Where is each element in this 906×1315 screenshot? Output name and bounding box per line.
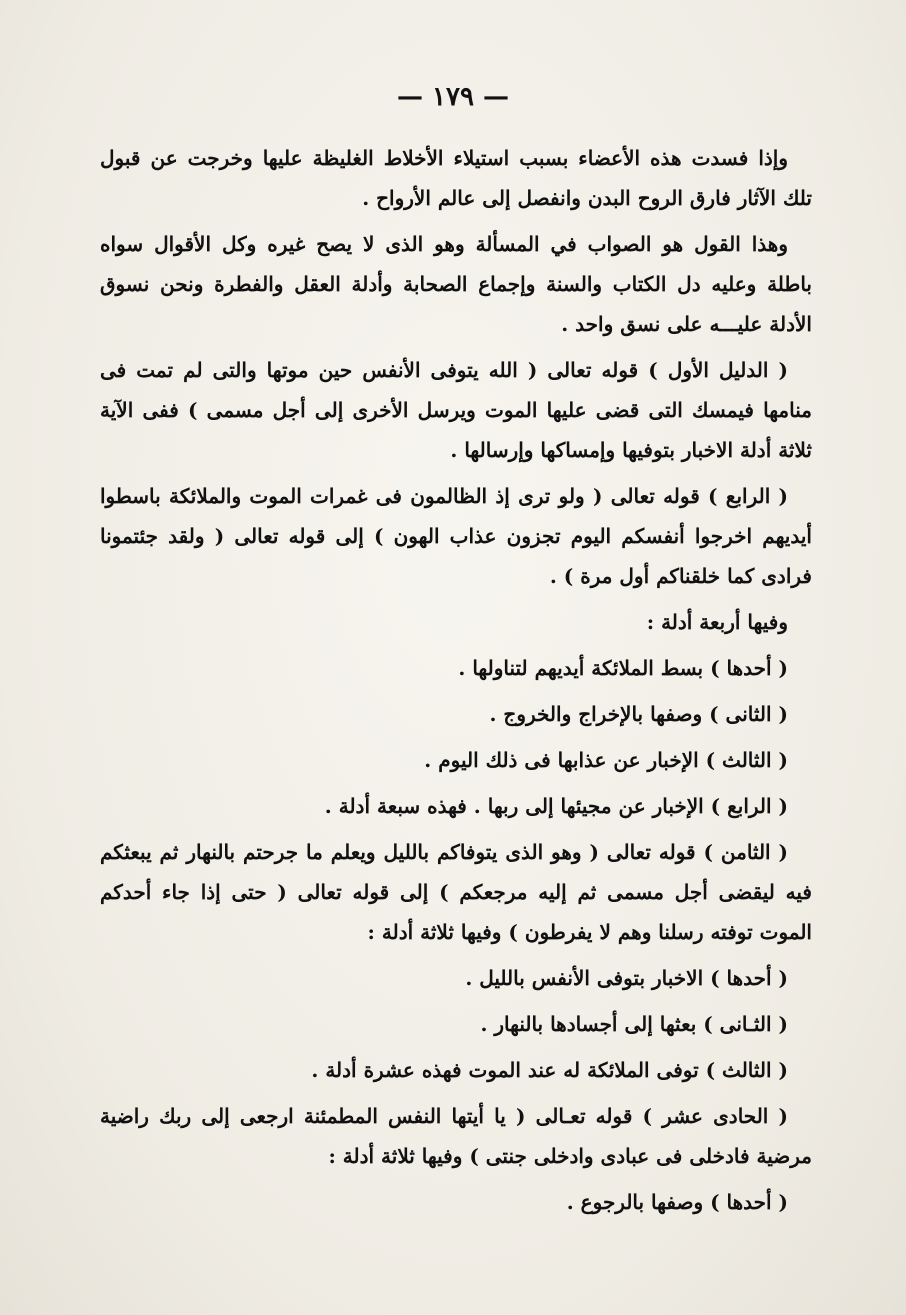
paragraph: ( الثامن ) قوله تعالى ( وهو الذى يتوفاكم بالليل ويعلم ما جرحتم بالنهار ثم يبعثكم فيه ليقضى أجل مسمى ثم إليه مرجعكم ) إلى قوله تعالى ( حتى إذا جاء أحدكم الموت توفته رسلنا وهم لا يفرطون ) وفيها ثلاثة أدلة :	[100, 840, 812, 944]
paragraph: وإذا فسدت هذه الأعضاء بسبب استيلاء الأخلاط الغليظة عليها وخرجت عن قبول تلك الآثار فارق الروح البدن وانفصل إلى عالم الأرواح .	[100, 146, 812, 210]
list-item: ( الثالث ) توفى الملائكة له عند الموت فهذه عشرة أدلة .	[311, 1058, 788, 1082]
list-item: ( الرابع ) الإخبار عن مجيئها إلى ربها . فهذه سبعة أدلة .	[324, 794, 788, 818]
paragraph: ( الدليل الأول ) قوله تعالى ( الله يتوفى الأنفس حين موتها والتى لم تمت فى منامها فيمسك التى قضى عليها الموت ويرسل الأخرى إلى أجل مسمى ) ففى الآية ثلاثة أدلة الاخبار بتوفيها وإمساكها وإرسالها .	[100, 358, 812, 462]
list-item: ( أحدها ) وصفها بالرجوع .	[566, 1190, 788, 1214]
list-item: ( أحدها ) بسط الملائكة أيديهم لتناولها .	[458, 656, 788, 680]
list-item: ( الثالث ) الإخبار عن عذابها فى ذلك اليوم .	[424, 748, 788, 772]
list-item: ( أحدها ) الاخبار بتوفى الأنفس بالليل .	[465, 966, 788, 990]
list-intro: وفيها أربعة أدلة :	[646, 610, 788, 634]
paragraph: وهذا القول هو الصواب في المسألة وهو الذى لا يصح غيره وكل الأقوال سواه باطلة وعليه دل الكتاب والسنة وإجماع الصحابة وأدلة العقل والفطرة ونحن نسوق الأدلة عليـــه على نسق واحد .	[100, 232, 812, 336]
paragraph: ( الرابع ) قوله تعالى ( ولو ترى إذ الظالمون فى غمرات الموت والملائكة باسطوا أيديهم اخرجوا أنفسكم اليوم تجزون عذاب الهون ) إلى قوله تعالى ( ولقد جئتمونا فرادى كما خلقناكم أول مرة ) .	[100, 484, 812, 588]
list-item: ( الثـانى ) بعثها إلى أجسادها بالنهار .	[480, 1012, 788, 1036]
page-number: — ١٧٩ —	[396, 82, 510, 112]
paragraph: ( الحادى عشر ) قوله تعـالى ( يا أيتها النفس المطمئنة ارجعى إلى ربك راضية مرضية فادخلى فى عبادى وادخلى جنتى ) وفيها ثلاثة أدلة :	[100, 1104, 812, 1168]
list-item: ( الثانى ) وصفها بالإخراج والخروج .	[489, 702, 788, 726]
page-body	[100, 138, 812, 1228]
